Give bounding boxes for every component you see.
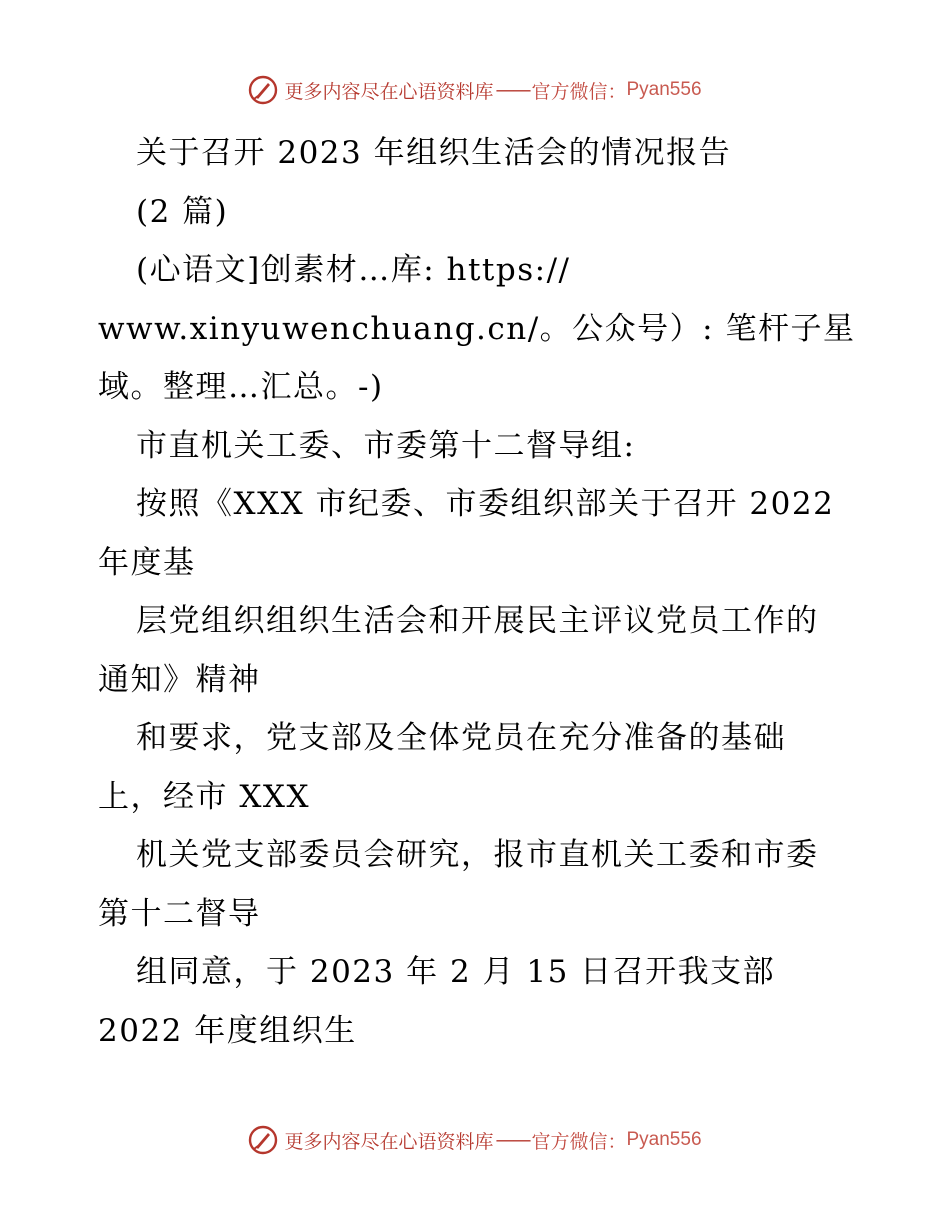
document-title-line-2: (2 篇) [136,193,229,230]
document-line: 域。整理…汇总。-) [98,369,384,405]
banner-wechat-label: 官方微信： [531,80,627,103]
document-line: 和要求，党支部及全体党员在充分准备的基础 [136,720,786,756]
document-body [98,124,858,1060]
document-line: 组同意，于 2023 年 2 月 15 日召开我支部 [136,954,776,990]
document-line: www.xinyuwenchuang.cn/。公众号）: 笔杆子星 [98,310,856,347]
banner-text: 更多内容尽在心语资料库 [284,1130,494,1153]
document-line: (心语文]创素材…库: https:// [136,252,571,288]
document-title-line-1: 关于召开 2023 年组织生活会的情况报告 [136,135,732,171]
feather-pen-logo-icon [248,75,278,105]
document-line: 第十二督导 [98,895,261,932]
banner-wechat-id: Pyan556 [626,1129,702,1150]
banner-text: 更多内容尽在心语资料库 [284,80,494,103]
banner-separator: —— [495,79,530,101]
banner-wechat-id: Pyan556 [626,79,702,100]
document-line: 通知》精神 [98,661,261,698]
document-line: 机关党支部委员会研究，报市直机关工委和市委 [136,837,819,873]
document-line: 2022 年度组织生 [98,1012,357,1049]
banner-separator: —— [495,1129,530,1151]
document-line: 层党组织组织生活会和开展民主评议党员工作的 [136,603,819,639]
feather-pen-logo-icon [248,1125,278,1155]
document-line: 上，经市 XXX [98,778,311,815]
footer-watermark-banner [0,1120,950,1160]
document-addressee: 市直机关工委、市委第十二督导组: [136,427,636,464]
banner-wechat-label: 官方微信： [531,1130,627,1153]
header-watermark-banner [0,70,950,110]
document-line: 按照《XXX 市纪委、市委组织部关于召开 2022 [136,486,835,522]
document-line: 年度基 [98,544,196,581]
